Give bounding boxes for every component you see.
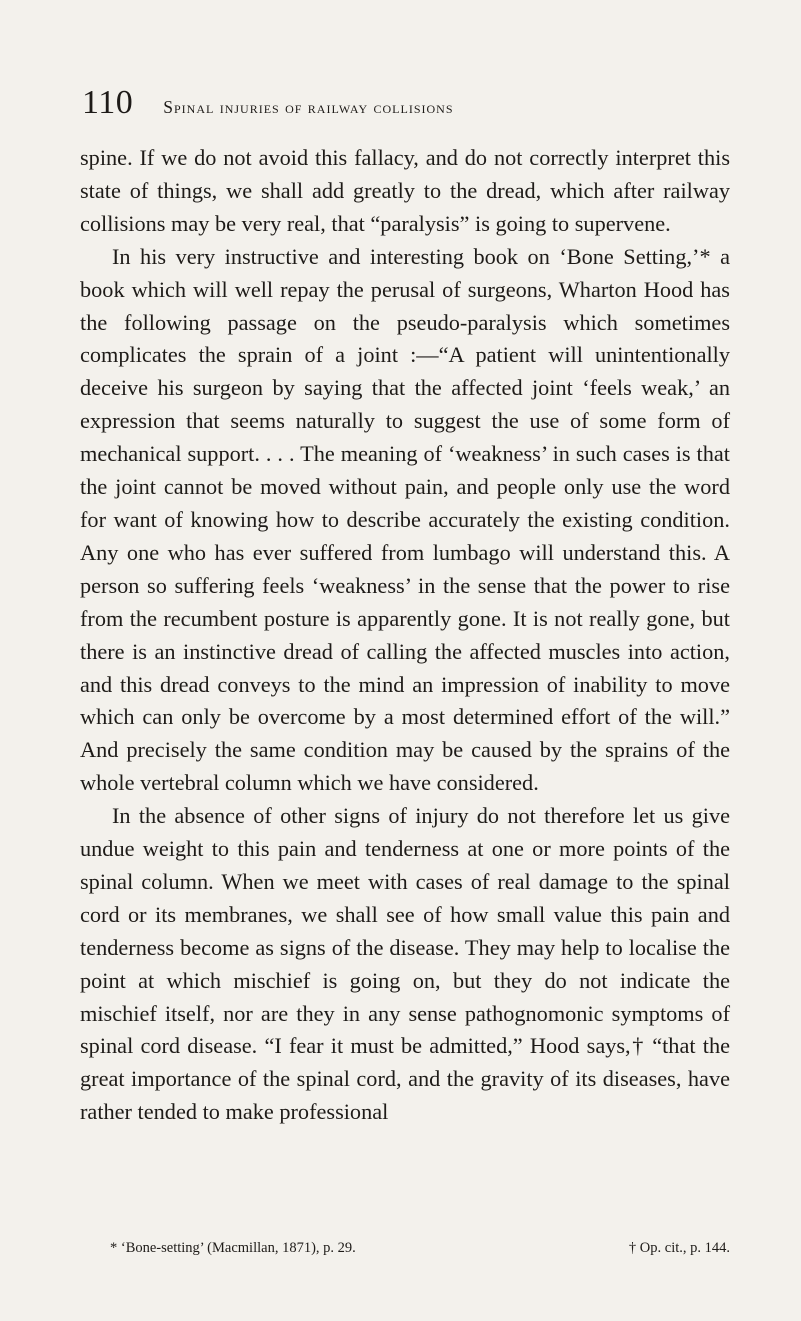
body-text <box>80 142 730 1129</box>
running-title: spinal injuries of railway collisions <box>163 97 454 117</box>
footnotes <box>110 1238 730 1258</box>
paragraph-bone-setting-quote: In his very instructive and interesting book on ‘Bone Setting,’* a book which will well repay the perusal of surgeons, Wharton Hood has the following passage on the pseudo-paralysis which sometimes complicates the sprain of a joint :—“A patient will unintentionally deceive his surgeon by saying that the affected joint ‘feels weak,’ an expression that seems naturally to suggest the use of some form of mechanical support. . . . The meaning of ‘weakness’ in such cases is that the joint cannot be moved without pain, and people only use the word for want of knowing how to describe accurately the existing condition. Any one who has ever suffered from lumbago will understand this. A person so suffering feels ‘weakness’ in the sense that the power to rise from the recumbent posture is apparently gone. It is not really gone, but there is an instinctive dread of calling the affected muscles into action, and this dread conveys to the mind an impression of inability to move which can only be overcome by a most determined effort of the will.” And precisely the same condition may be caused by the sprains of the whole vertebral column which we have considered. <box>80 243 730 796</box>
paragraph-continued: spine. If we do not avoid this fallacy, and do not correctly interpret this state of things, we shall add greatly to the dread, which after railway collisions may be very real, that “paralysis” is going to supervene. <box>80 145 730 236</box>
running-head <box>82 86 729 126</box>
page-number: 110 <box>82 84 134 121</box>
paragraph-absence-of-signs: In the absence of other signs of injury do not therefore let us give undue weight to this pain and tenderness at one or more points of the spinal column. When we meet with cases of real damage to the spinal cord or its membranes, we shall see of how small value this pain and tenderness become as signs of the disease. They may help to localise the point at which mischief is going on, but they do not indicate the mischief itself, nor are they in any sense pathognomonic symptoms of spinal cord disease. “I fear it must be admitted,” Hood says,† “that the great importance of the spinal cord, and the gravity of its diseases, have rather tended to make professional <box>80 803 730 1125</box>
footnote-bone-setting: * ‘Bone-setting’ (Macmillan, 1871), p. 29. <box>110 1240 356 1256</box>
footnote-op-cit: † Op. cit., p. 144. <box>628 1240 730 1256</box>
